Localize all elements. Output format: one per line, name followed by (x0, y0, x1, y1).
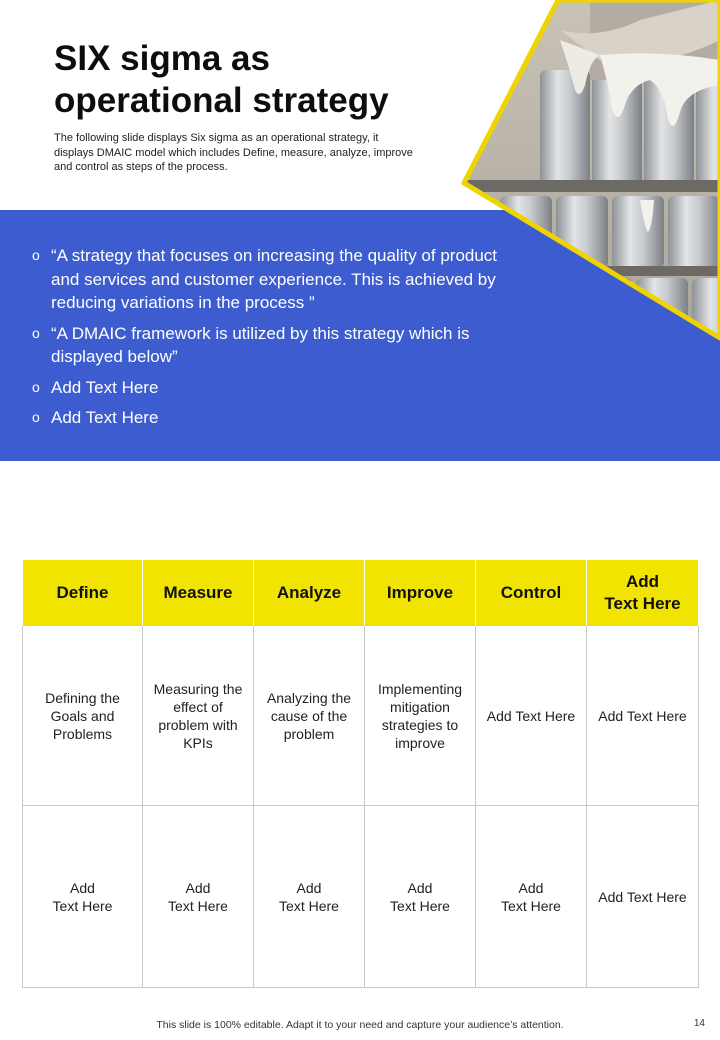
header-control: Control (476, 560, 587, 626)
table-cell: Add Text Here (23, 806, 143, 988)
title-line-1: SIX sigma as (54, 39, 270, 78)
header-add-text: Add Text Here (587, 560, 699, 626)
bullet-line: Add Text Here (51, 408, 159, 427)
table-row (23, 806, 699, 988)
table-row (23, 626, 699, 806)
bullet-item (32, 376, 552, 400)
bullet-item (32, 244, 552, 315)
table-cell: Add Text Here (587, 626, 699, 806)
bullet-marker: o (32, 409, 40, 425)
subtitle-line-1: The following slide displays Six sigma as an operational strategy, it (54, 132, 379, 144)
bullet-line: displayed below” (51, 347, 178, 366)
header-measure: Measure (143, 560, 254, 626)
table-cell: Implementing mitigation strategies to improve (365, 626, 476, 806)
table-cell: Analyzing the cause of the problem (254, 626, 365, 806)
table-cell: Add Text Here (476, 806, 587, 988)
dmaic-table (22, 560, 699, 988)
bullet-line: Add Text Here (51, 377, 159, 397)
bullet-item (32, 322, 552, 369)
footer-note: This slide is 100% editable. Adapt it to your need and capture your audience’s attention. (156, 1019, 564, 1031)
table-cell: Add Text Here (143, 806, 254, 988)
table-cell: Add Text Here (254, 806, 365, 988)
bullet-line: “A DMAIC framework is utilized by this strategy which is (51, 323, 470, 343)
title-line-2: operational strategy (54, 81, 389, 120)
subtitle-line-2: displays DMAIC model which includes Define, measure, analyze, improve (54, 146, 413, 159)
header-analyze: Analyze (254, 560, 365, 626)
table-cell: Add Text Here (587, 806, 699, 988)
table-cell: Add Text Here (365, 806, 476, 988)
table-cell: Add Text Here (476, 626, 587, 806)
header-improve: Improve (365, 560, 476, 626)
bullet-marker: o (32, 324, 40, 341)
bullet-marker: o (32, 378, 40, 395)
page-number: 14 (693, 1018, 705, 1029)
bullet-list (32, 244, 552, 437)
subtitle-line-3: and control as steps of the process. (54, 161, 228, 173)
table-header-row (23, 560, 699, 626)
bullet-line: “A strategy that focuses on increasing the quality of product (51, 246, 498, 265)
bullet-item (32, 406, 552, 430)
table-cell: Measuring the effect of problem with KPIs (143, 626, 254, 806)
bullet-marker: o (32, 247, 40, 263)
bullet-line: reducing variations in the process ” (51, 293, 315, 312)
header-define: Define (23, 560, 143, 626)
bullet-line: and services and customer experience. This is achieved by (51, 269, 496, 289)
table-cell: Defining the Goals and Problems (23, 626, 143, 806)
